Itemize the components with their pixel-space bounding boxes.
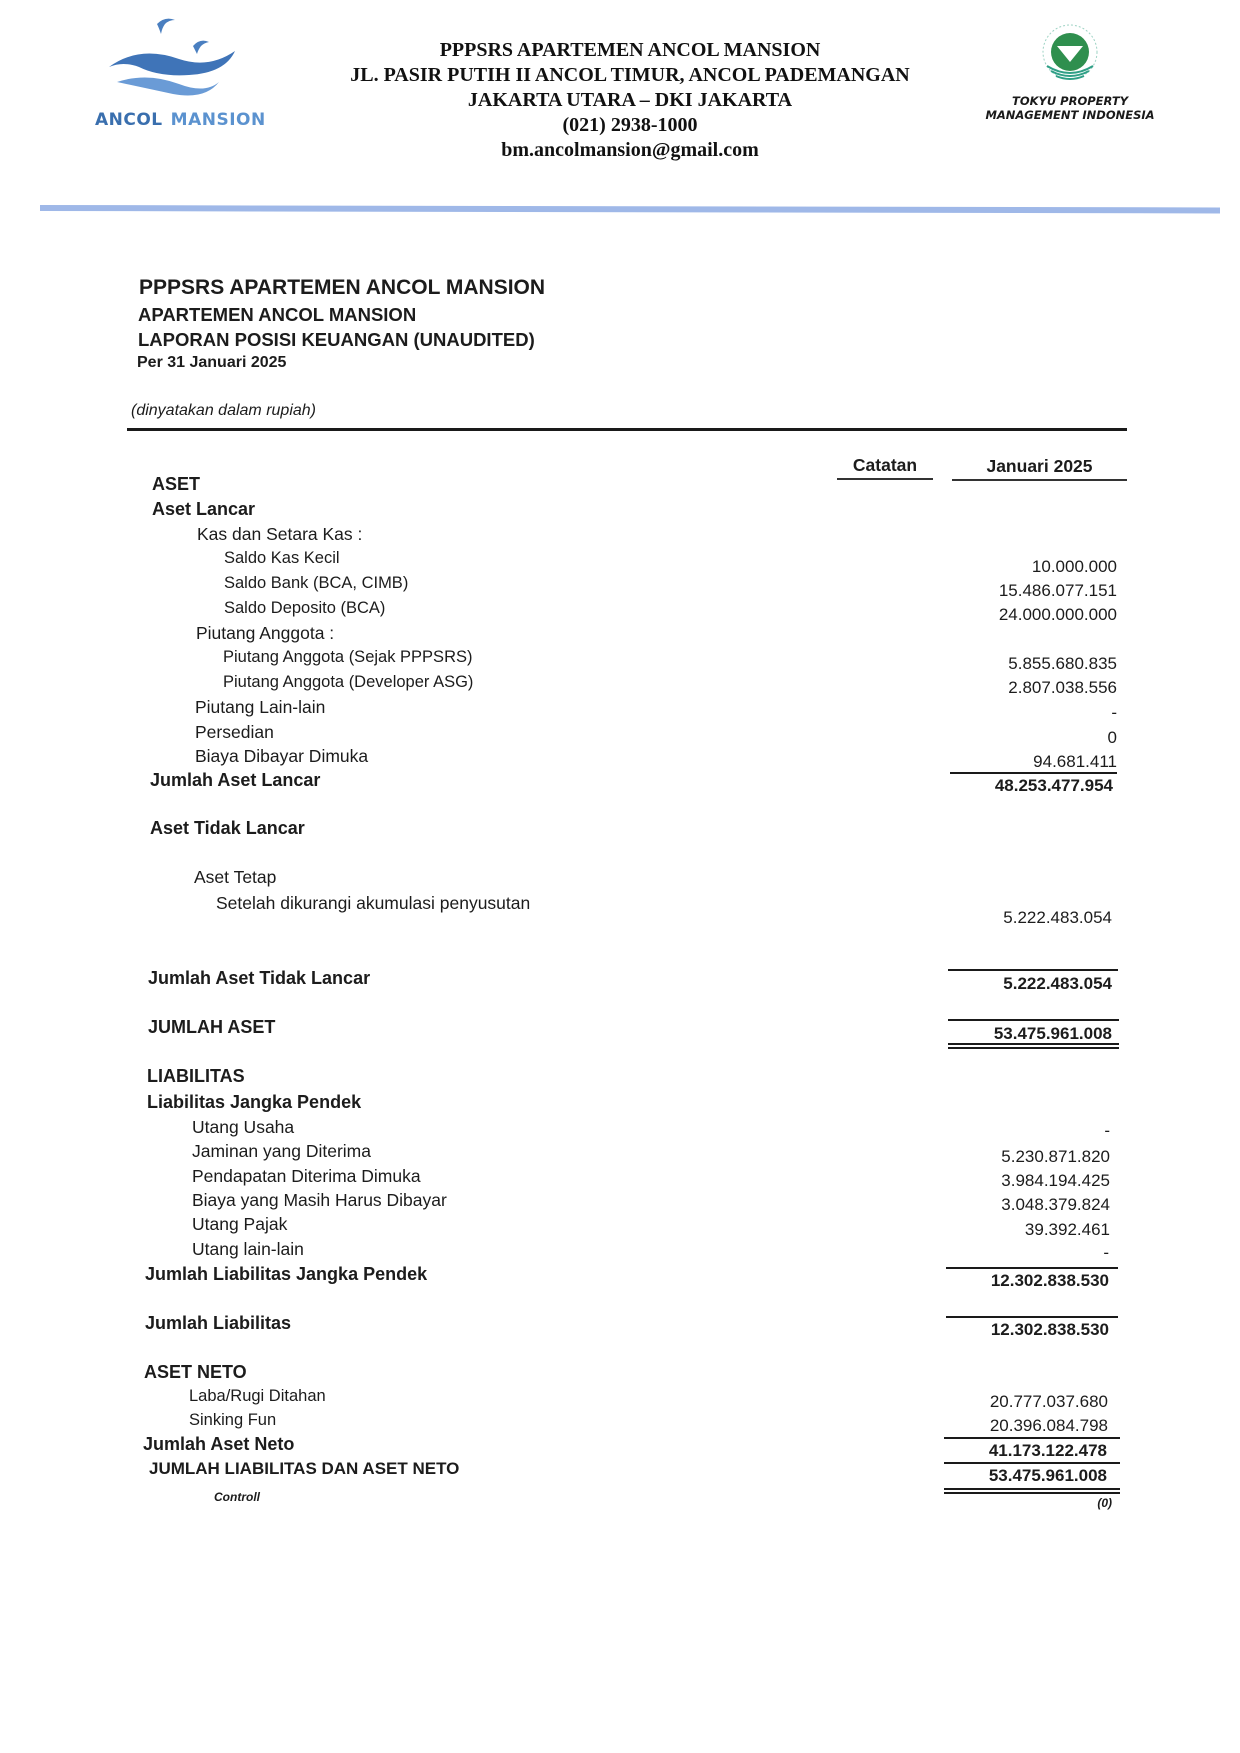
line-item-saldo-bank: Saldo Bank (BCA, CIMB) 15.486.077.151 [224,574,1117,600]
subtotal-jumlah-liabilitas-jangka-pendek: Jumlah Liabilitas Jangka Pendek 12.302.838.530 [145,1264,1109,1290]
line-item-pendapatan-diterima-dimuka: Pendapatan Diterima Dimuka 3.984.194.425 [192,1166,1110,1190]
grand-total-liabilitas-dan-aset-neto: JUMLAH LIABILITAS DAN ASET NETO 53.475.961.008 [149,1459,1107,1485]
report-statement-name: LAPORAN POSISI KEUANGAN (UNAUDITED) [138,329,535,350]
line-item-saldo-deposito: Saldo Deposito (BCA) 24.000.000.000 [224,599,1117,624]
line-item-utang-pajak: Utang Pajak 39.392.461 [192,1214,1110,1239]
line-item-saldo-kas-kecil: Saldo Kas Kecil 10.000.000 [224,549,1117,576]
line-item-utang-usaha: Utang Usaha - [192,1117,1110,1140]
line-item-piutang-sejak-pppsrs: Piutang Anggota (Sejak PPPSRS) 5.855.680.835 [223,648,1117,673]
total-double-rule [948,1043,1119,1049]
control-check: Controll (0) [214,1490,1112,1510]
letterhead-divider [40,205,1220,213]
line-item-laba-rugi-ditahan: Laba/Rugi Ditahan 20.777.037.680 [189,1387,1108,1411]
tokyu-property-logo-icon [965,22,1175,92]
line-item-aset-tetap-net: Setelah dikurangi akumulasi penyusutan 5.222.483.054 [216,893,1112,927]
line-item-jaminan-diterima: Jaminan yang Diterima 5.230.871.820 [192,1141,1110,1166]
letterhead-street: JL. PASIR PUTIH II ANCOL TIMUR, ANCOL PADEMANGAN [350,64,910,86]
subtotal-jumlah-aset-tidak-lancar: Jumlah Aset Tidak Lancar 5.222.483.054 [148,968,1112,993]
report-currency-note: (dinyatakan dalam rupiah) [131,402,316,419]
section-heading-aset-neto: ASET NETO [144,1362,247,1382]
subsection-aset-lancar: Aset Lancar [152,499,256,519]
line-item-piutang-lain-lain: Piutang Lain-lain - [195,697,1117,722]
subsection-aset-tidak-lancar: Aset Tidak Lancar [150,818,305,838]
line-item-piutang-developer-asg: Piutang Anggota (Developer ASG) 2.807.038.556 [223,673,1117,697]
report-header-rule [127,428,1127,431]
group-aset-tetap: Aset Tetap [194,867,277,887]
column-header-notes: Catatan [837,455,933,480]
ancol-mansion-wordmark: ANCOL MANSION [95,110,266,130]
tokyu-property-wordmark: TOKYU PROPERTY MANAGEMENT INDONESIA [985,94,1155,122]
line-item-utang-lain-lain: Utang lain-lain - [192,1239,1109,1262]
group-kas-setara-kas: Kas dan Setara Kas : [197,524,363,544]
tokyu-property-logo [965,22,1175,132]
column-header-period: Januari 2025 [952,456,1127,481]
line-item-biaya-dibayar-dimuka: Biaya Dibayar Dimuka 94.681.411 [195,746,1117,771]
letterhead-address-block [300,38,960,163]
subtotal-jumlah-aset-neto: Jumlah Aset Neto 41.173.122.478 [143,1434,1107,1460]
total-jumlah-aset: JUMLAH ASET 53.475.961.008 [148,1017,1112,1043]
letterhead-city: JAKARTA UTARA – DKI JAKARTA [467,89,793,111]
section-heading-liabilitas: LIABILITAS [147,1066,245,1086]
letterhead-email: bm.ancolmansion@gmail.com [501,139,759,161]
section-heading-aset: ASET [152,474,201,494]
total-jumlah-liabilitas: Jumlah Liabilitas 12.302.838.530 [145,1313,1109,1339]
ancol-mansion-wave-birds-logo-icon [95,12,265,107]
ancol-mansion-logo [95,12,265,137]
subtotal-jumlah-aset-lancar: Jumlah Aset Lancar 48.253.477.954 [150,770,1113,795]
line-item-biaya-masih-harus-dibayar: Biaya yang Masih Harus Dibayar 3.048.379.824 [192,1190,1110,1214]
report-date: Per 31 Januari 2025 [137,354,287,371]
line-item-sinking-fun: Sinking Fun 20.396.084.798 [189,1411,1108,1435]
subsection-liabilitas-jangka-pendek: Liabilitas Jangka Pendek [147,1092,362,1112]
group-piutang-anggota: Piutang Anggota : [196,623,335,643]
line-item-persedian: Persedian 0 [195,722,1117,747]
letterhead-org-name: PPPSRS APARTEMEN ANCOL MANSION [439,39,821,61]
report-title: PPPSRS APARTEMEN ANCOL MANSION [139,276,546,299]
letterhead-phone: (021) 2938-1000 [562,114,698,136]
report-subtitle: APARTEMEN ANCOL MANSION [138,304,417,325]
